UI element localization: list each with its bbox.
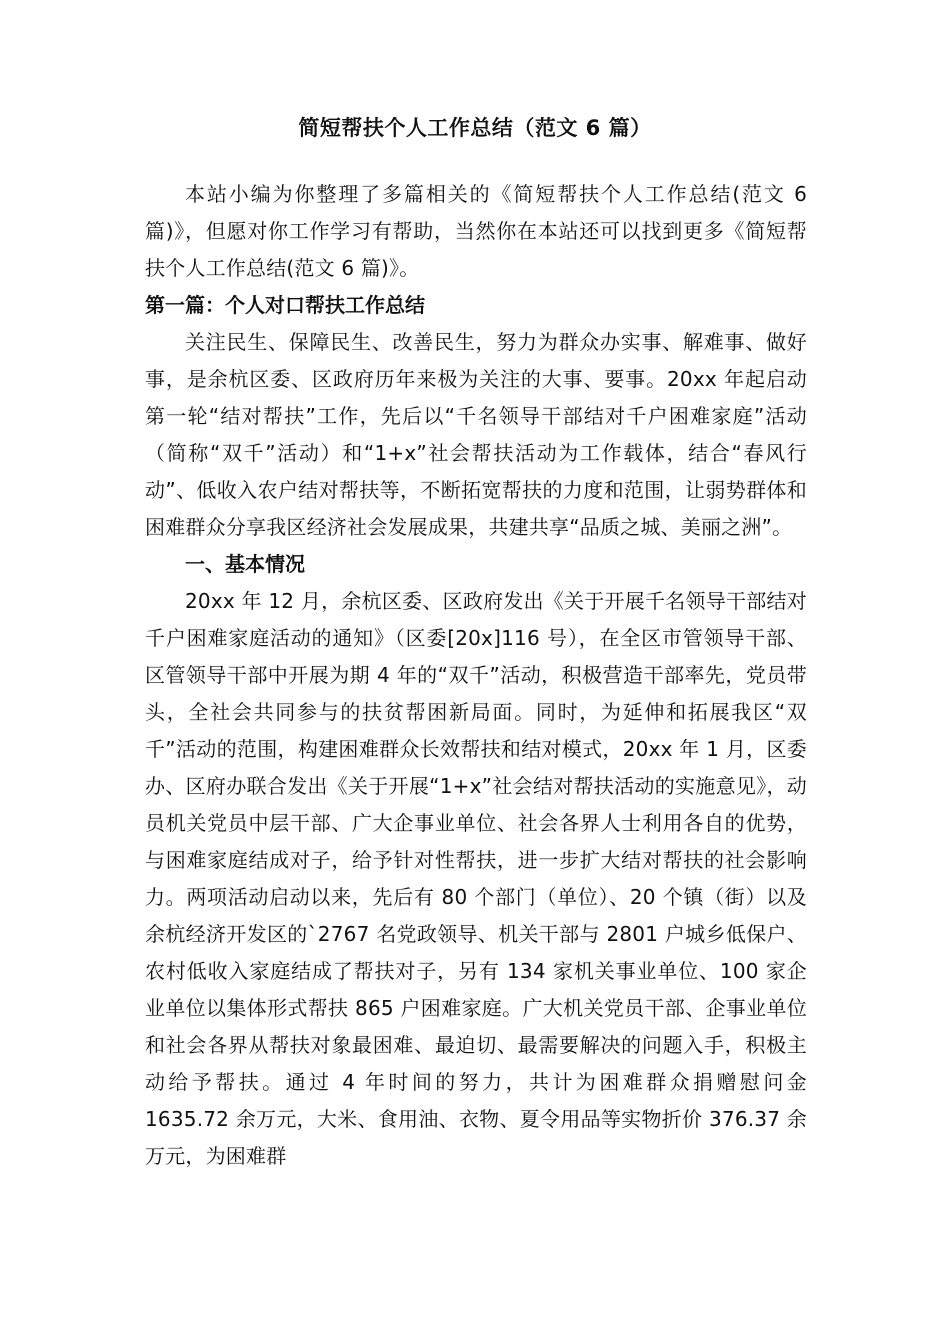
body-paragraph: 关注民生、保障民生、改善民生，努力为群众办实事、解难事、做好事，是余杭区委、区政府历年来极为关注的大事、要事。20xx 年起启动第一轮“结对帮扶”工作，先后以“千名领导干部结对千户困难家庭”活动（简称“双千”活动）和“1+x”社会帮扶活动为工作载体，结合“春风行动”、低收入农户结对帮扶等，不断拓宽帮扶的力度和范围，让弱势群体和困难群众分享我区经济社会发展成果，共建共享“品质之城、美丽之洲”。 <box>145 330 807 539</box>
section-heading: 第一篇：个人对口帮扶工作总结 <box>145 293 425 317</box>
document-title: 简短帮扶个人工作总结（范文 6 篇） <box>298 116 652 140</box>
document-body <box>145 176 807 1175</box>
sub-heading: 一、基本情况 <box>185 552 305 576</box>
body-paragraph: 20xx 年 12 月，余杭区委、区政府发出《关于开展千名领导干部结对千户困难家庭活动的通知》（区委[20x]116 号），在全区市管领导干部、区管领导干部中开展为期 4 年的“双千”活动，积极营造干部率先，党员带头，全社会共同参与的扶贫帮困新局面。同时，为延伸和拓展我区“双千”活动的范围，构建困难群众长效帮扶和结对模式，20xx 年 1 月，区委办、区府办联合发出《关于开展“1+x”社会结对帮扶活动的实施意见》，动员机关党员中层干部、广大企事业单位、社会各界人士利用各自的优势，与困难家庭结成对子，给予针对性帮扶，进一步扩大结对帮扶的社会影响力。两项活动启动以来，先后有 80 个部门（单位）、20 个镇（街）以及余杭经济开发区的`2767 名党政领导、机关干部与 2801 户城乡低保户、农村低收入家庭结成了帮扶对子，另有 134 家机关事业单位、100 家企业单位以集体形式帮扶 865 户困难家庭。广大机关党员干部、企事业单位和社会各界从帮扶对象最困难、最迫切、最需要解决的问题入手，积极主动给予帮扶。通过 4 年时间的努力，共计为困难群众捐赠慰问金 1635.72 余万元，大米、食用油、衣物、夏令用品等实物折价 376.37 余万元，为困难群 <box>145 589 807 1168</box>
intro-paragraph: 本站小编为你整理了多篇相关的《简短帮扶个人工作总结(范文 6 篇)》，但愿对你工作学习有帮助，当然你在本站还可以找到更多《简短帮扶个人工作总结(范文 6 篇)》。 <box>145 182 807 280</box>
